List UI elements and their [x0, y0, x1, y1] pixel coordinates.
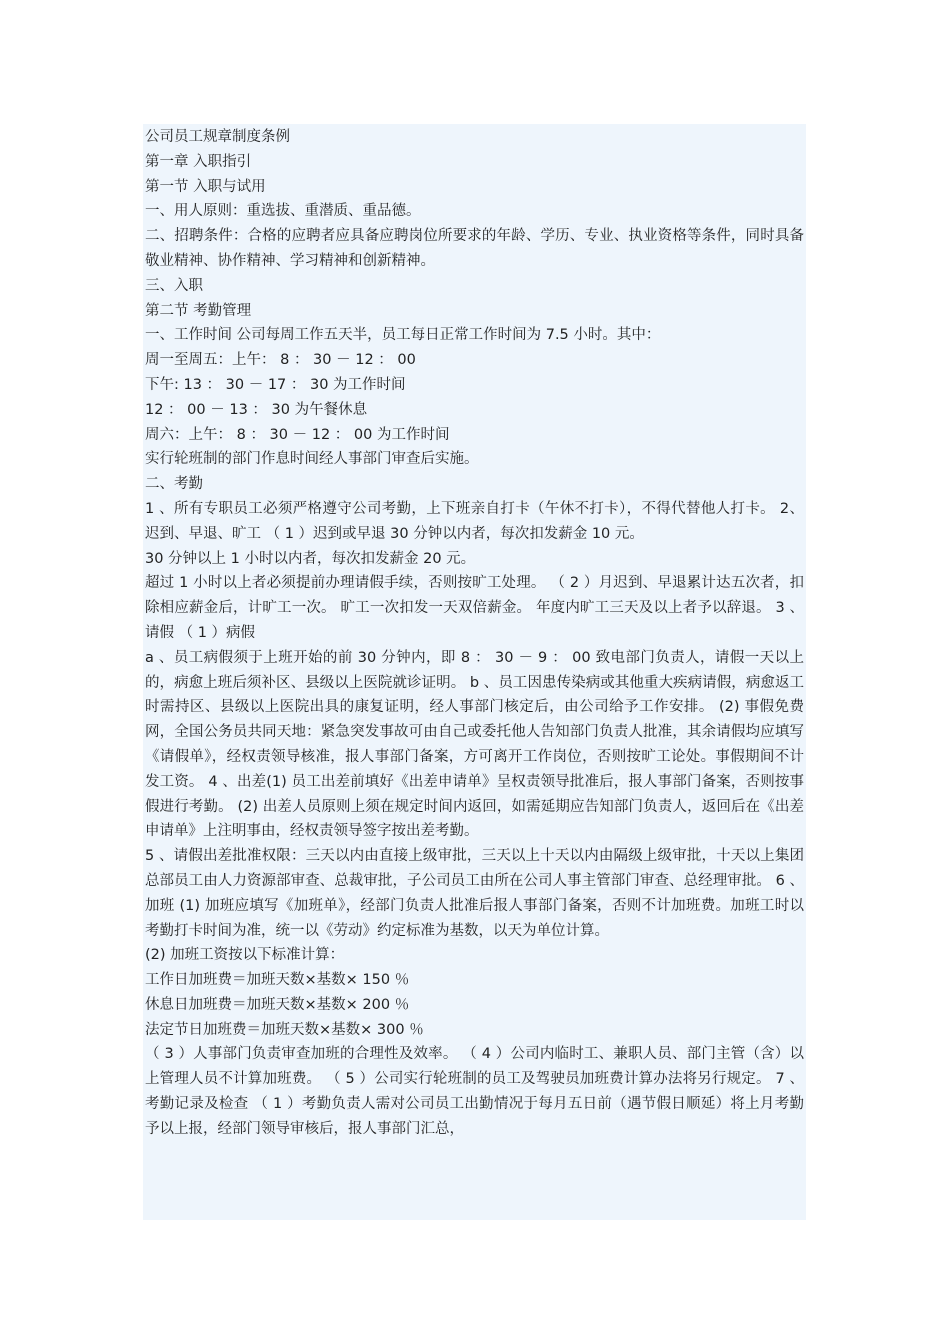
paragraph: 1 、所有专职员工必须严格遵守公司考勤，上下班亲自打卡（午休不打卡），不得代替他人打卡。 2、 迟到、早退、旷工 （ 1 ）迟到或早退 30 分钟以内者，每次扣发薪金 10 元。	[145, 500, 804, 542]
paragraph: (2) 加班工资按以下标准计算：	[145, 947, 345, 964]
paragraph: 周一至周五：上午： 8 ： 30 － 12 ： 00	[145, 352, 416, 369]
paragraph: a 、员工病假须于上班开始的前 30 分钟内，即 8 ： 30 － 9 ： 00 致电部门负责人，请假一天以上的，病愈上班后须补区、县级以上医院就诊证明。 b 、员工因患传染病或其他重大疾病请假，病愈返工时需持区、县级以上医院出具的康复证明，经人事部门核定后，由公司给予工作安排。 (2) 事假免费网，全国公务员共同天地：紧急突发事故可由自己或委托他人告知部门负责人批准，其余请假均应填写《请假单》，经权责领导核准，报人事部门备案，方可离开工作岗位，否则按旷工论处。事假期间不计发工资。 4 、出差(1) 员工出差前填好《出差申请单》呈权责领导批准后，报人事部门备案，否则按事假进行考勤。 (2) 出差人员原则上须在规定时间内返回，如需延期应告知部门负责人，返回后在《出差申请单》上注明事由，经权责领导签字按出差考勤。	[145, 649, 804, 840]
paragraph: 法定节日加班费＝加班天数×基数× 300 ％	[145, 1021, 424, 1038]
paragraph: 周六：上午： 8 ： 30 － 12 ： 00 为工作时间	[145, 426, 450, 443]
section-heading: 第二节 考勤管理	[145, 302, 252, 319]
paragraph: （ 3 ）人事部门负责审查加班的合理性及效率。 （ 4 ）公司内临时工、兼职人员、部门主管（含）以上管理人员不计算加班费。 （ 5 ）公司实行轮班制的员工及驾驶员加班费计算办法将另行规定。 7 、考勤记录及检查 （ 1 ）考勤负责人需对公司员工出勤情况于每月五日前（遇节假日顺延）将上月考勤予以上报，经部门领导审核后，报人事部门汇总，	[145, 1046, 804, 1137]
paragraph: 三、入职	[145, 277, 203, 294]
paragraph: 二、考勤	[145, 476, 203, 493]
paragraph: 30 分钟以上 1 小时以内者，每次扣发薪金 20 元。	[145, 550, 476, 567]
paragraph: 超过 1 小时以上者必须提前办理请假手续，否则按旷工处理。 （ 2 ）月迟到、早退累计达五次者，扣除相应薪金后，计旷工一次。 旷工一次扣发一天双倍薪金。 年度内旷工三天及以上者予以辞退。 3 、请假 （ 1 ）病假	[145, 575, 804, 641]
document-title: 公司员工规章制度条例	[145, 129, 290, 145]
paragraph: 工作日加班费＝加班天数×基数× 150 ％	[145, 972, 410, 989]
paragraph: 12 ： 00 － 13 ： 30 为午餐休息	[145, 401, 368, 418]
document-text-block	[143, 124, 806, 1220]
paragraph: 实行轮班制的部门作息时间经人事部门审查后实施。	[145, 451, 479, 468]
paragraph: 二、招聘条件：合格的应聘者应具备应聘岗位所要求的年龄、学历、专业、执业资格等条件，同时具备敬业精神、协作精神、学习精神和创新精神。	[145, 228, 804, 269]
paragraph: 一、工作时间 公司每周工作五天半，员工每日正常工作时间为 7.5 小时。其中：	[145, 327, 661, 344]
section-heading: 第一节 入职与试用	[145, 178, 266, 195]
paragraph: 休息日加班费＝加班天数×基数× 200 ％	[145, 996, 410, 1013]
chapter-heading: 第一章 入职指引	[145, 153, 252, 170]
paragraph: 5 、请假出差批准权限：三天以内由直接上级审批，三天以上十天以内由隔级上级审批，十天以上集团总部员工由人力资源部审查、总裁审批，子公司员工由所在公司人事主管部门审查、总经理审批。 6 、加班 (1) 加班应填写《加班单》，经部门负责人批准后报人事部门备案，否则不计加班费。加班工时以考勤打卡时间为准，统一以《劳动》约定标准为基数，以天为单位计算。	[145, 848, 804, 939]
paragraph: 一、用人原则：重选拔、重潜质、重品德。	[145, 203, 421, 220]
paragraph: 下午: 13 ： 30 － 17 ： 30 为工作时间	[145, 376, 406, 393]
